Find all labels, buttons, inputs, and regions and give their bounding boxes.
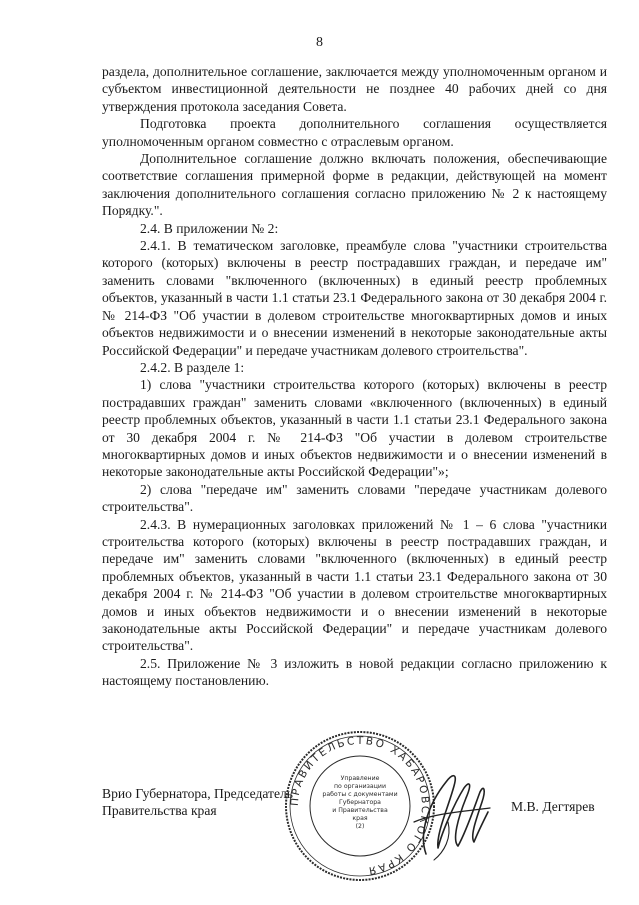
signatory-title-line: Врио Губернатора, Председатель [102,786,293,801]
seal-center-line: Управление [340,775,380,782]
paragraph: раздела, дополнительное соглашение, заключается между уполномоченным органом и субъектом инвестиционной деятельности не позднее 40 рабочих дней со дня утверждения протокола заседания Совета. [102,64,607,114]
handwritten-signature [408,762,492,872]
seal-center-line: (2) [355,823,365,830]
signatory-title-line: Правительства края [102,803,217,818]
paragraph: Подготовка проекта дополнительного соглашения осуществляется уполномоченным органом совместно с отраслевым органом. [102,116,607,149]
seal-center-line: по организации [334,783,386,790]
paragraph: Дополнительное соглашение должно включать положения, обеспечивающие соответствие соглашения примерной форме в редакции, действующей на момент заключения дополнительного соглашения согласно приложению № 2 к настоящему Порядку.". [102,151,607,219]
seal-center-line: и Правительства [332,807,388,814]
signatory-title [102,785,293,819]
paragraph: 2.4.1. В тематическом заголовке, преамбуле слова "участники строительства которого (которых) включены в реестр пострадавших граждан, и передаче им" заменить словами "включенного (включенных) в единый реестр проблемных объектов, указанный в части 1.1 статьи 23.1 Федерального закона от 30 декабря 2004 г. № 214-ФЗ "Об участии в долевом строительстве многоквартирных домов и иных объектов недвижимости и о внесении изменений в некоторые законодательные акты Российской Федерации" и передаче участникам долевого строительства". [102,238,607,358]
signatory-name: М.В. Дегтярев [511,799,595,814]
seal-center-line: работы с документами [322,791,398,798]
paragraph: 2.5. Приложение № 3 изложить в новой редакции согласно приложению к настоящему постановлению. [102,655,607,689]
page-number: 8 [316,35,323,50]
seal-center-line: Губернатора [339,799,381,806]
paragraph: 2.4. В приложении № 2: [140,220,279,236]
paragraph: 2.4.2. В разделе 1: [140,359,245,375]
document-body [102,63,607,690]
seal-ring-text: ПРАВИТЕЛЬСТВО ХАБАРОВСКОГО КРАЯ [288,734,432,877]
paragraph: 1) слова "участники строительства которого (которых) включены в реестр пострадавших граждан" заменить словами «включенного (включенных) в единый реестр проблемных объектов, указанный в части 1.1 статьи 23.1 Федерального закона от 30 декабря 2004 г. № 214-ФЗ "Об участии в долевом строительстве многоквартирных домов и иных объектов недвижимости и о внесении изменений в некоторые законодательные акты Российской Федерации"»; [102,377,607,480]
seal-center-line: края [352,815,368,822]
paragraph: 2.4.3. В нумерационных заголовках приложений № 1 – 6 слова "участники строительства которого (которых) включены в реестр пострадавших граждан, и передаче им" заменить словами "включенного (включенных) в единый реестр проблемных объектов, указанный в части 1.1 статьи 23.1 Федерального закона от 30 декабря 2004 г. № 214-ФЗ "Об участии в долевом строительстве многоквартирных домов и иных объектов недвижимости и о внесении изменений в некоторые законодательные акты Российской Федерации" и передаче участникам долевого строительства". [102,516,607,654]
paragraph: 2) слова "передаче им" заменить словами "передаче участникам долевого строительства". [102,481,607,515]
